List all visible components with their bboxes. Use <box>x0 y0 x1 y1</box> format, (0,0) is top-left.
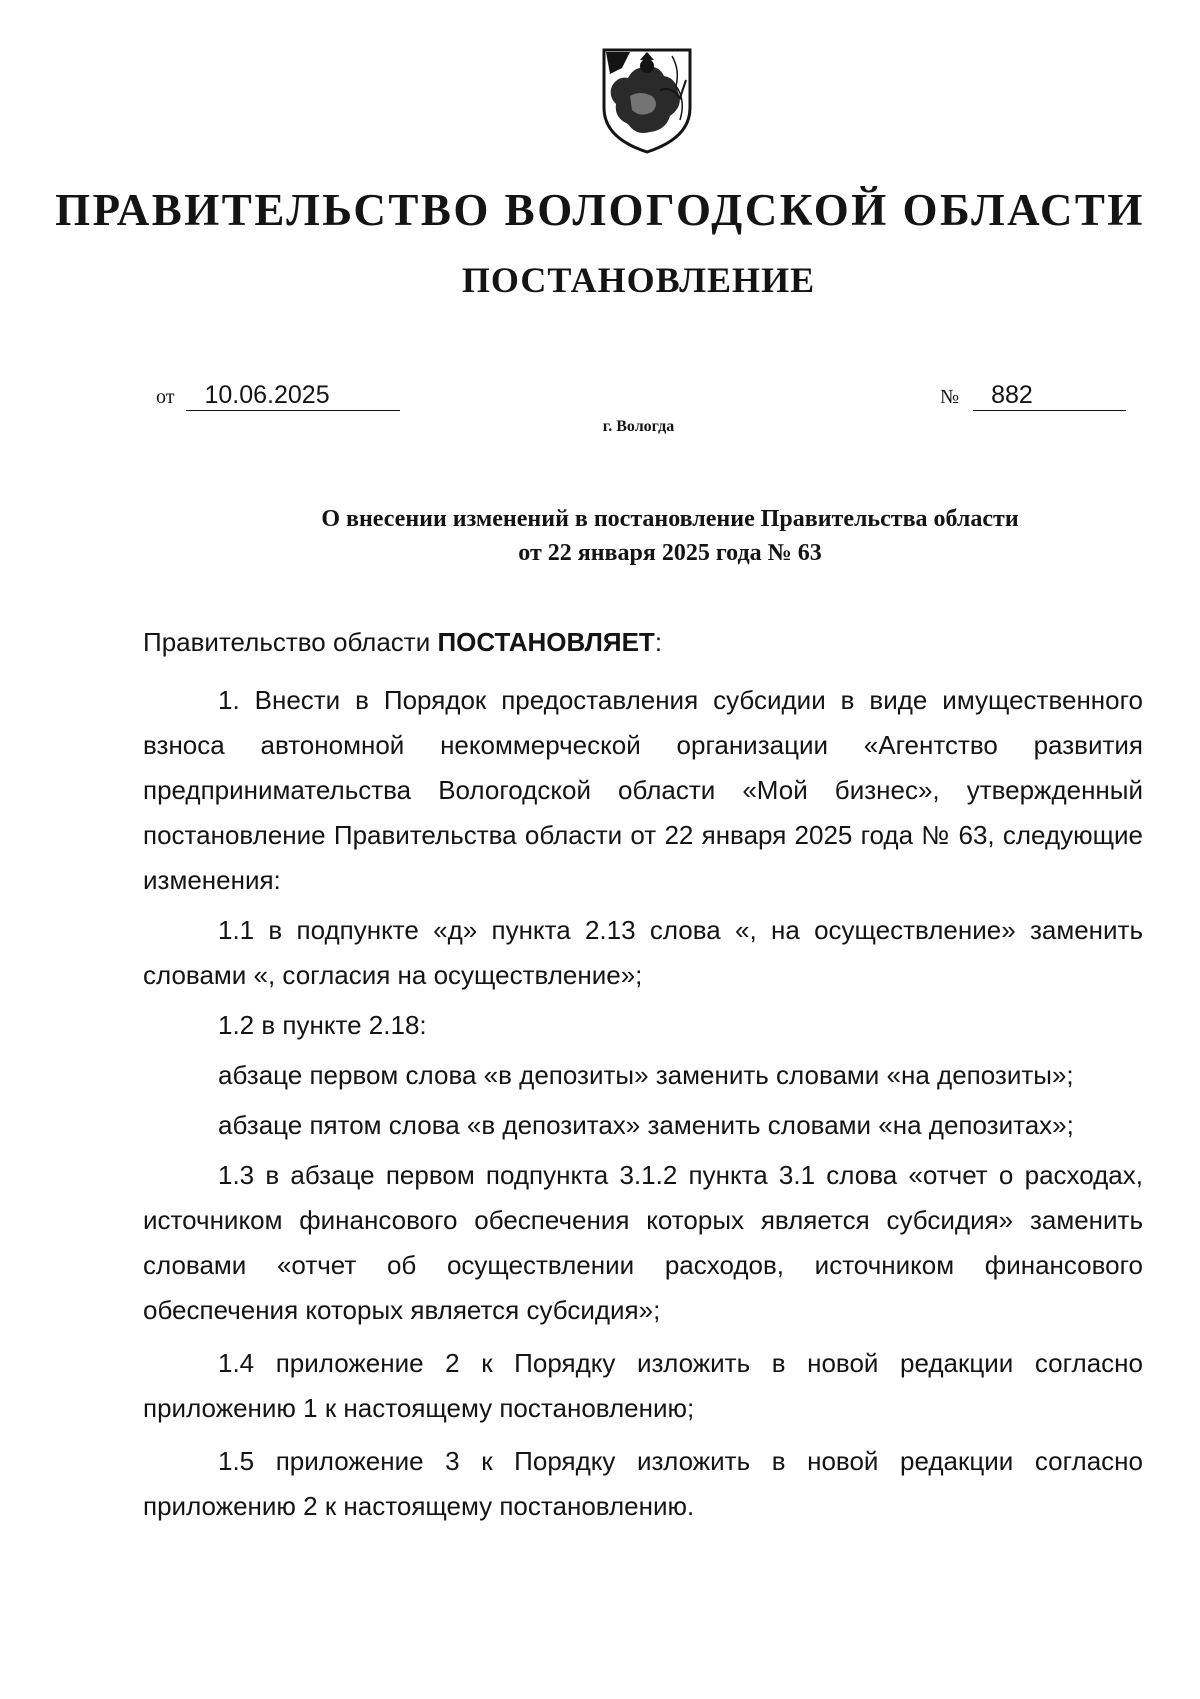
document-type: ПОСТАНОВЛЕНИЕ <box>461 260 816 300</box>
number-block <box>940 380 1126 411</box>
paragraph-1: 1. Внести в Порядок предоставления субсидии в виде имущественного взноса автономной некоммерческой организации «Агентство развития предпринимательства Вологодской области «Мой бизнес», утвержденный постановление Правительства области от 22 января 2025 года № 63, следующие изменения: <box>143 685 1143 895</box>
paragraph-1-5: 1.5 приложение 3 к Порядку изложить в новой редакции согласно приложению 2 к настоящему постановлению. <box>143 1446 1143 1521</box>
paragraph-1-1: 1.1 в подпункте «д» пункта 2.13 слова «, на осуществление» заменить словами «, согласия на осуществление»; <box>143 915 1143 990</box>
decree-line <box>143 620 1143 665</box>
date-block <box>156 380 400 420</box>
paragraph-1-2: 1.2 в пункте 2.18: <box>218 1010 427 1040</box>
coat-of-arms-icon <box>600 46 694 154</box>
city: г. Вологда <box>602 418 675 435</box>
paragraph-1-2-a: абзаце первом слова «в депозиты» заменить словами «на депозиты»; <box>218 1060 1074 1090</box>
date-prefix: от <box>156 386 175 408</box>
document-date: 10.06.2025 <box>186 380 400 411</box>
decree-suffix: : <box>654 627 663 657</box>
document-body <box>143 620 1143 1529</box>
document-number: 882 <box>973 380 1126 411</box>
paragraph-1-4: 1.4 приложение 2 к Порядку изложить в новой редакции согласно приложению 1 к настоящему постановлению; <box>143 1348 1143 1423</box>
decree-prefix: Правительство области <box>143 627 438 657</box>
number-prefix: № <box>940 386 960 408</box>
paragraph-1-2-b: абзаце пятом слова «в депозитах» заменить словами «на депозитах»; <box>218 1110 1074 1140</box>
subject-line-2: от 22 января 2025 года № 63 <box>518 540 822 566</box>
paragraph-1-3: 1.3 в абзаце первом подпункта 3.1.2 пункта 3.1 слова «отчет о расходах, источником финансового обеспечения которых является субсидия» заменить словами «отчет об осуществлении расходов, источником финансового обеспечения которых является субсидия»; <box>143 1160 1143 1325</box>
subject-line-1: О внесении изменений в постановление Правительства области <box>321 506 1019 532</box>
issuing-authority: ПРАВИТЕЛЬСТВО ВОЛОГОДСКОЙ ОБЛАСТИ <box>55 185 1145 235</box>
document-subject <box>230 502 1110 570</box>
decree-word: ПОСТАНОВЛЯЕТ <box>437 627 655 657</box>
